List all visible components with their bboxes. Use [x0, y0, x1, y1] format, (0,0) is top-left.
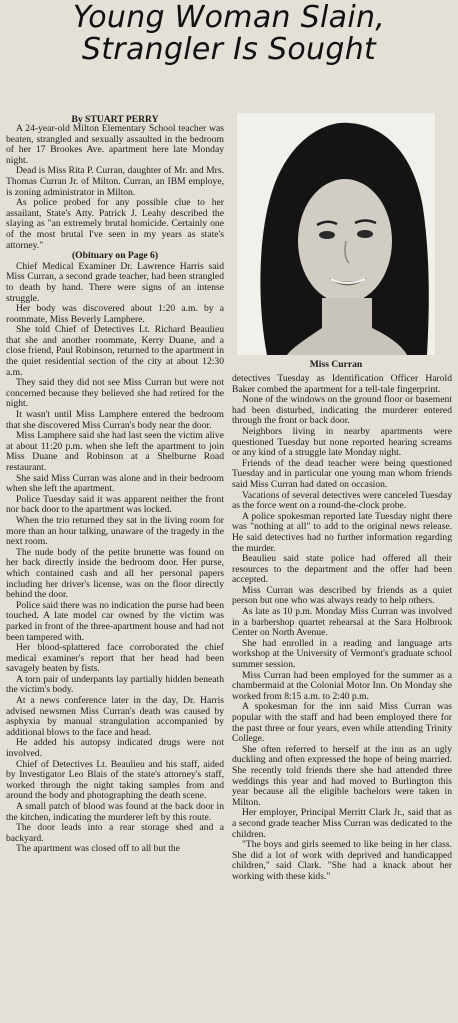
paragraph: Police said there was no indication the purse had been touched. A late model car owned by the victim was parked in front of the three-apartment house and had not been tampered with. — [6, 599, 224, 643]
paragraph: The nude body of the petite brunette was found on her back directly inside the bedroom door. Her purse, which contained cash and all her personal papers including her driver's license, was on the floor directly behind the door. — [6, 546, 224, 601]
portrait-photo — [237, 113, 435, 355]
paragraph: Police Tuesday said it was apparent neither the front nor back door to the apartment was locked. — [6, 493, 224, 516]
paragraph: She often referred to herself at the inn as an ugly duckling and often expressed the hope of being married. She recently told friends there she had attended three weddings this year and had moved to Burlington this year because all the eligible bachelors were taken in Milton. — [232, 743, 452, 808]
paragraph: Neighbors living in nearby apartments were questioned Tuesday but none reported hearing screams or any kind of a struggle late Monday night. — [232, 425, 452, 459]
paragraph: "The boys and girls seemed to like being in her class. She did a lot of work with deprived and handicapped children," said Clark. "She had a knack about her working with these kids." — [232, 839, 452, 882]
article-column-right — [232, 374, 452, 1017]
paragraph: Her employer, Principal Merritt Clark Jr., said that as a second grade teacher Miss Curran was dedicated to the children. — [232, 807, 452, 840]
paragraph: Miss Lamphere said she had last seen the victim alive at about 11:20 p.m. when she left the apartment to join Miss Duane and Robinson at a Shelburne Road restaurant. — [6, 430, 224, 473]
photo-caption: Miss Curran — [309, 359, 363, 370]
paragraph: Miss Curran was described by friends as a quiet person but one who was always ready to help others. — [232, 584, 452, 607]
paragraph: Dead is Miss Rita P. Curran, daughter of Mr. and Mrs. Thomas Curran Jr. of Milton. Curran, an IBM employe, is zoning administrator in Milton. — [6, 165, 224, 198]
paragraph: Miss Curran had been employed for the summer as a chambermaid at the Colonial Motor Inn. On Monday she worked from 8:15 a.m. to 2:40 p.m. — [232, 669, 452, 702]
paragraph: A 24-year-old Milton Elementary School teacher was beaten, strangled and sexually assaulted in the bedroom of her 17 Brookes Ave. apartment here late Monday night. — [6, 124, 224, 166]
paragraph: The door leads into a rear storage shed and a backyard. — [6, 822, 224, 844]
paragraph: They said they did not see Miss Curran but were not concerned because they believed she had retired for the night. — [6, 377, 224, 410]
paragraph: Beaulieu said state police had offered all their resources to the department and the offer had been accepted. — [232, 553, 452, 586]
paragraph: As late as 10 p.m. Monday Miss Curran was involved in a barbershop quartet rehearsal at the Sara Holbrook Center on North Avenue. — [232, 606, 452, 639]
paragraph: Her blood-splattered face corroborated the chief medical examiner's report that her head had been savagely beaten by fists. — [6, 642, 224, 675]
paragraph: A police spokesman reported late Tuesday night there was "nothing at all" to add to the original news release. He said detectives had no further information regarding the murder. — [232, 510, 452, 554]
paragraph: Friends of the dead teacher were being questioned Tuesday and in particular one young man whom friends said Miss Curran had dated on occasion. — [232, 457, 452, 490]
portrait-image — [237, 113, 435, 355]
paragraph: A small patch of blood was found at the back door in the kitchen, indicating the murderer left by this route. — [6, 801, 224, 823]
paragraph: The apartment was closed off to all but the — [16, 843, 180, 855]
obituary-reference: (Obituary on Page 6) — [71, 250, 159, 262]
paragraph: He added his autopsy indicated drugs were not involved. — [6, 737, 224, 760]
paragraph: When the trio returned they sat in the living room for more than an hour talking, unaware of the tragedy in the next room. — [6, 514, 224, 548]
paragraph: As police probed for any possible clue to her assailant, State's Atty. Patrick J. Leahy described the slaying as "an extremely brutal homicide. Certainly one of the most brutal I've seen in my years as state's attorney." — [6, 197, 224, 251]
paragraph: It wasn't until Miss Lamphere entered the bedroom that she discovered Miss Curran's body near the door. — [6, 409, 224, 431]
paragraph: She said Miss Curran was alone and in their bedroom when she left the apartment. — [6, 472, 224, 495]
headline-line-2: Strangler Is Sought — [81, 32, 377, 67]
paragraph: None of the windows on the ground floor or basement had been disturbed, indicating the murderer entered through the front or back door. — [232, 394, 452, 427]
byline: By STUART PERRY — [71, 114, 159, 125]
paragraph: Her body was discovered about 1:20 a.m. by a roommate, Miss Beverly Lamphere. — [6, 303, 224, 325]
paragraph: A spokesman for the inn said Miss Curran was popular with the staff and had been employed there for the past three or four years, even while attending Trinity College. — [232, 701, 452, 745]
paragraph: Vacations of several detectives were canceled Tuesday as the force went on a round-the-clock probe. — [232, 489, 452, 512]
article-column-left — [6, 124, 224, 1017]
paragraph: At a news conference later in the day, Dr. Harris advised newsmen Miss Curran's death was caused by asphyxia by manual strangulation accompanied by additional blows to the face and head. — [6, 695, 224, 738]
paragraph: Chief of Detectives Lt. Beaulieu and his staff, aided by Investigator Leo Blais of the state's attorney's staff, worked through the night taking samples from and around the body and photographing the death scene. — [6, 758, 224, 802]
paragraph: She had enrolled in a reading and language arts workshop at the University of Vermont's graduate school summer session. — [232, 637, 452, 671]
paragraph: Chief Medical Examiner Dr. Lawrence Harris said Miss Curran, a second grade teacher, had been strangled to death by hand. There were signs of an intense struggle. — [6, 260, 224, 304]
paragraph: detectives Tuesday as Identification Officer Harold Baker combed the apartment for a tell-tale fingerprint. — [232, 374, 452, 395]
headline-line-1: Young Woman Slain, — [72, 0, 386, 35]
paragraph: A torn pair of underpants lay partially hidden beneath the victim's body. — [6, 673, 224, 696]
paragraph: She told Chief of Detectives Lt. Richard Beaulieu that she and another roommate, Kerry Duane, and a close friend, Paul Robinson, returned to the apartment in the quiet residential section of the city at about 12:30 a.m. — [6, 324, 224, 378]
